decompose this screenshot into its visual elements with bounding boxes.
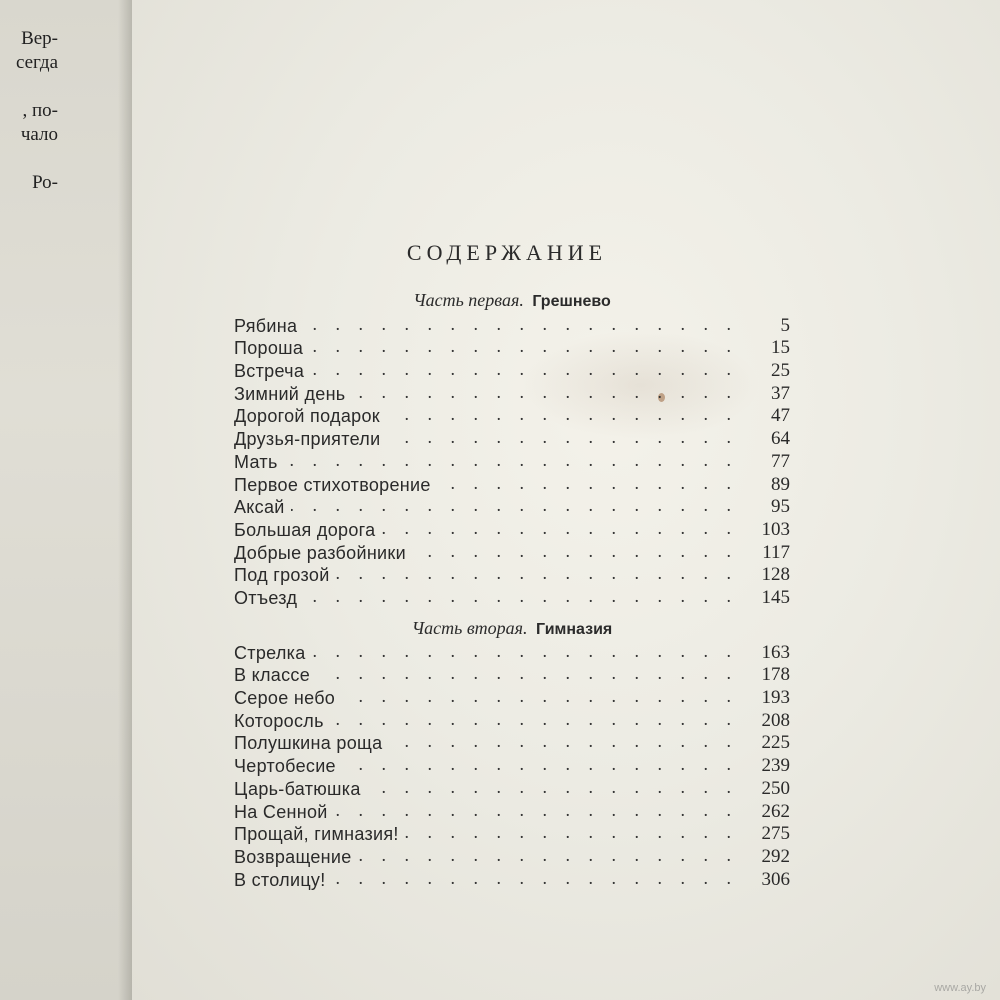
toc-entry <box>234 563 790 586</box>
toc-entry-title: Зимний день <box>234 383 346 404</box>
toc-entry-title: Полушкина роща <box>234 733 383 754</box>
toc-entry <box>234 731 790 754</box>
toc-entry-title: Добрые разбойники <box>234 542 406 563</box>
toc-leader-dots <box>341 688 738 708</box>
toc-entry <box>234 381 790 404</box>
left-fragment: , по- <box>22 100 58 121</box>
toc-entry-title: Стрелка <box>234 642 306 663</box>
toc-entry-title: Серое небо <box>234 688 336 709</box>
toc-entry <box>234 585 790 608</box>
toc-leader-dots <box>342 756 738 776</box>
part-one-label: Часть первая. <box>413 290 524 310</box>
toc-leader-dots <box>412 543 738 563</box>
toc-entry-page: 262 <box>761 800 790 822</box>
toc-entry-page: 15 <box>771 337 790 359</box>
toc-entry-title: Которосль <box>234 710 324 731</box>
left-fragment: Вер- <box>21 28 58 49</box>
toc-entry-title: Пороша <box>234 338 304 359</box>
left-page <box>0 0 132 1000</box>
toc-entry-page: 37 <box>771 382 790 404</box>
toc-entry <box>234 449 790 472</box>
toc-entry <box>234 685 790 708</box>
toc-entry-page: 47 <box>771 405 790 427</box>
toc-entry-page: 208 <box>761 709 790 731</box>
toc-entry <box>234 472 790 495</box>
toc-entry-title: Аксай <box>234 497 285 518</box>
toc-leader-dots <box>316 665 738 685</box>
toc-entry-title: В классе <box>234 665 311 686</box>
toc-entry <box>234 313 790 336</box>
toc-entry-page: 5 <box>780 314 790 336</box>
toc-entry-page: 95 <box>771 496 790 518</box>
toc-entry-title: Встреча <box>234 361 305 382</box>
left-fragment: чало <box>20 124 58 145</box>
left-fragment: Ро- <box>32 172 58 193</box>
toc-entry-title: Рябина <box>234 315 298 336</box>
toc-entry-page: 103 <box>761 518 790 540</box>
toc-leader-dots <box>303 316 738 336</box>
toc-leader-dots <box>336 565 738 585</box>
toc-entry-title: Большая дорога <box>234 519 376 540</box>
toc-leader-dots <box>381 520 738 540</box>
toc-entry <box>234 640 790 663</box>
toc-entry-title: Чертобесие <box>234 756 336 777</box>
part-one-name: Грешнево <box>532 293 611 310</box>
toc-entry-title: На Сенной <box>234 801 328 822</box>
toc-entry-title: Прощай, гимназия! <box>234 824 399 845</box>
toc-entry-title: Царь-батюшка <box>234 778 361 799</box>
toc-entry <box>234 495 790 518</box>
toc-entry-title: В столицу! <box>234 869 326 890</box>
toc-entry <box>234 867 790 890</box>
part-one-heading <box>232 290 792 311</box>
toc-leader-dots <box>310 361 738 381</box>
toc-leader-dots <box>284 452 738 472</box>
toc-entry-page: 225 <box>761 732 790 754</box>
toc-entry-page: 193 <box>761 687 790 709</box>
toc-entry-title: Отъезд <box>234 587 298 608</box>
toc-entry-page: 178 <box>761 664 790 686</box>
toc-entry <box>234 336 790 359</box>
toc-leader-dots <box>367 779 738 799</box>
toc-entry-page: 292 <box>761 845 790 867</box>
toc-entry <box>234 708 790 731</box>
toc-entry-page: 117 <box>762 541 790 563</box>
part-one-entries <box>234 313 790 608</box>
toc-entry <box>234 822 790 845</box>
toc-entry-title: Первое стихотворение <box>234 474 431 495</box>
toc-leader-dots <box>386 406 738 426</box>
part-two-entries <box>234 640 790 890</box>
toc-entry <box>234 776 790 799</box>
part-two-heading <box>232 618 792 639</box>
toc-entry <box>234 358 790 381</box>
toc-entry <box>234 799 790 822</box>
toc-entry-page: 163 <box>761 641 790 663</box>
toc-entry-title: Друзья-приятели <box>234 429 381 450</box>
toc-entry <box>234 844 790 867</box>
toc-entry-page: 128 <box>761 564 790 586</box>
toc-entry <box>234 404 790 427</box>
part-two-label: Часть вторая. <box>411 618 528 638</box>
toc-entry <box>234 663 790 686</box>
toc-leader-dots <box>291 497 738 517</box>
toc-entry-page: 25 <box>771 360 790 382</box>
toc-leader-dots <box>386 429 738 449</box>
toc-leader-dots <box>388 733 738 753</box>
left-page-text <box>0 0 58 220</box>
toc-entry-title: Под грозой <box>234 565 330 586</box>
toc-entry <box>234 753 790 776</box>
toc-leader-dots <box>312 643 738 663</box>
toc-leader-dots <box>352 384 739 404</box>
toc-entry-page: 239 <box>761 755 790 777</box>
toc-entry <box>234 540 790 563</box>
toc-entry-page: 77 <box>771 450 790 472</box>
toc-entry-page: 89 <box>771 473 790 495</box>
toc-entry-page: 250 <box>761 777 790 799</box>
toc-leader-dots <box>334 802 738 822</box>
toc-leader-dots <box>405 824 738 844</box>
toc-entry-title: Мать <box>234 451 278 472</box>
toc-entry <box>234 426 790 449</box>
left-fragment: сегда <box>15 52 58 73</box>
toc-entry-page: 145 <box>761 586 790 608</box>
contents-heading: СОДЕРЖАНИЕ <box>406 240 608 265</box>
part-two-name: Гимназия <box>536 621 613 638</box>
toc-entry-page: 275 <box>761 823 790 845</box>
watermark: www.ay.by <box>934 982 986 994</box>
toc-entry-title: Возвращение <box>234 846 352 867</box>
toc-leader-dots <box>330 711 738 731</box>
toc-entry-page: 64 <box>771 428 790 450</box>
toc-leader-dots <box>437 475 738 495</box>
toc-leader-dots <box>332 870 738 890</box>
toc-leader-dots <box>309 338 738 358</box>
toc-entry-page: 306 <box>761 868 790 890</box>
toc-leader-dots <box>303 588 738 608</box>
toc-entry-title: Дорогой подарок <box>234 406 380 427</box>
toc-entry <box>234 517 790 540</box>
toc-leader-dots <box>358 847 738 867</box>
